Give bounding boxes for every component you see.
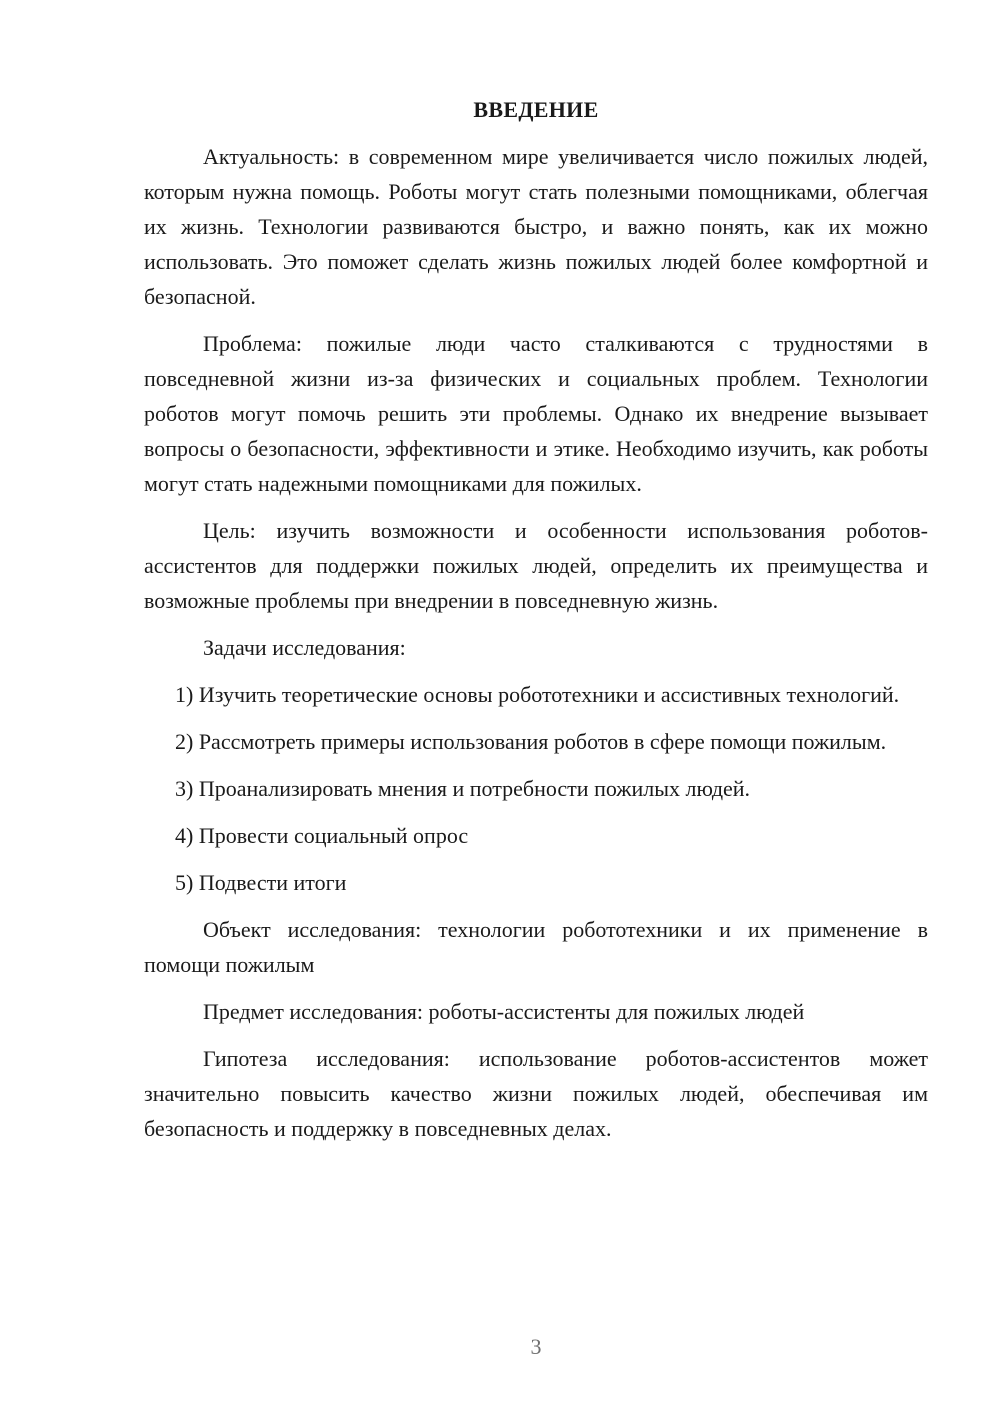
relevance-paragraph: Актуальность: в современном мире увеличивается число пожилых людей, которым нужна помощь. Роботы могут стать полезными помощниками, облегчая их жизнь. Технологии развиваются быстро, и важно понять, как их можно использовать. Это поможет сделать жизнь пожилых людей более комфортной и безопасной.: [144, 144, 928, 309]
task-item-3: 3) Проанализировать мнения и потребности пожилых людей.: [175, 776, 751, 801]
hypothesis-paragraph: Гипотеза исследования: использование роботов-ассистентов может значительно повысить качество жизни пожилых людей, обеспечивая им безопасность и поддержку в повседневных делах.: [144, 1046, 928, 1141]
page-number: 3: [530, 1334, 542, 1359]
problem-paragraph: Проблема: пожилые люди часто сталкиваются с трудностями в повседневной жизни из-за физических и социальных проблем. Технологии роботов могут помочь решить эти проблемы. Однако их внедрение вызывает вопросы о безопасности, эффективности и этике. Необходимо изучить, как роботы могут стать надежными помощниками для пожилых.: [144, 331, 928, 496]
task-item-4: 4) Провести социальный опрос: [175, 823, 469, 848]
task-item-5: 5) Подвести итоги: [175, 870, 347, 895]
page-content: [144, 93, 928, 1158]
task-item-1: 1) Изучить теоретические основы робототехники и ассистивных технологий.: [175, 682, 900, 707]
tasks-heading: Задачи исследования:: [203, 635, 406, 660]
section-title: ВВЕДЕНИЕ: [473, 97, 599, 122]
subject-paragraph: Предмет исследования: роботы-ассистенты для пожилых людей: [203, 999, 805, 1024]
object-paragraph: Объект исследования: технологии робототехники и их применение в помощи пожилым: [144, 917, 928, 977]
task-item-2: 2) Рассмотреть примеры использования роботов в сфере помощи пожилым.: [175, 729, 887, 754]
goal-paragraph: Цель: изучить возможности и особенности использования роботов-ассистентов для поддержки пожилых людей, определить их преимущества и возможные проблемы при внедрении в повседневную жизнь.: [144, 518, 928, 613]
